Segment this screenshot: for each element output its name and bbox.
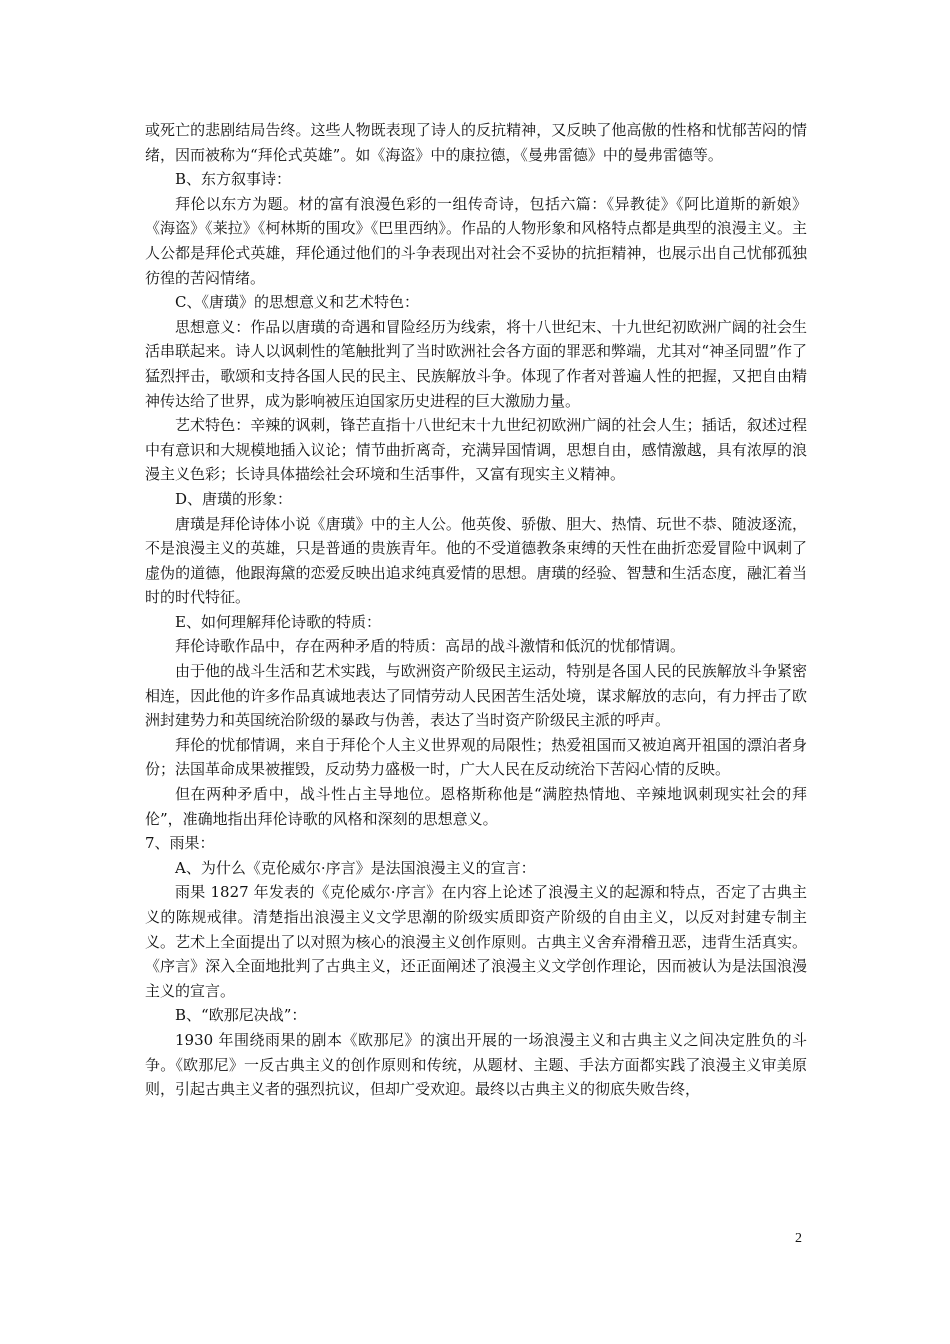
paragraph-10: 拜伦诗歌作品中，存在两种矛盾的特质：高昂的战斗激情和低沉的忧郁情调。 — [175, 637, 686, 656]
paragraph-3: 拜伦以东方为题。材的富有浪漫色彩的一组传奇诗，包括六篇：《异教徒》《阿比道斯的新娘》《海盗》《莱拉》《柯林斯的围攻》《巴里西纳》。作品的人物形象和风格特点都是典型的浪漫主义。主人公都是拜伦式英雄，拜伦通过他们的斗争表现出对社会不妥协的抗拒精神，也展示出自己忧郁孤独彷徨的苦闷情绪。 — [145, 194, 807, 287]
paragraph-5: 思想意义：作品以唐璜的奇遇和冒险经历为线索，将十八世纪末、十九世纪初欧洲广阔的社会生活串联起来。诗人以讽刺性的笔触批判了当时欧洲社会各方面的罪恶和弊端，尤其对“神圣同盟”作了猛烈抨击，歌颂和支持各国人民的民主、民族解放斗争。体现了作者对普遍人性的把握，又把自由精神传达给了世界，成为影响被压迫国家历史进程的巨大激励力量。 — [145, 317, 807, 410]
heading-d-don-juan-image: D、唐璜的形象： — [175, 489, 293, 508]
paragraph-18: 1930 年围绕雨果的剧本《欧那尼》的演出开展的一场浪漫主义和古典主义之间决定胜负的斗争。《欧那尼》一反古典主义的创作原则和传统，从题材、主题、手法方面都实践了浪漫主义审美原则，引起古典主义者的强烈抗议，但却广受欢迎。最终以古典主义的彻底失败告终， — [145, 1030, 807, 1099]
paragraph-12: 拜伦的忧郁情调，来自于拜伦个人主义世界观的局限性；热爱祖国而又被迫离开祖国的漂泊者身份；法国革命成果被摧毁，反动势力盛极一时，广大人民在反动统治下苦闷心情的反映。 — [145, 735, 807, 779]
page-number: 2 — [795, 1231, 802, 1246]
section-heading-hugo: 7、雨果： — [145, 834, 215, 853]
paragraph-11: 由于他的战斗生活和艺术实践，与欧洲资产阶级民主运动，特别是各国人民的民族解放斗争紧密相连，因此他的许多作品真诚地表达了同情劳动人民困苦生活处境，谋求解放的志向，有力抨击了欧洲封建势力和英国统治阶级的暴政与伪善，表达了当时资产阶级民主派的呼声。 — [145, 662, 807, 730]
paragraph-16: 雨果 1827 年发表的《克伦威尔·序言》在内容上论述了浪漫主义的起源和特点，否定了古典主义的陈规戒律。清楚指出浪漫主义文学思潮的阶级实质即资产阶级的自由主义，以反对封建专制主义。艺术上全面提出了以对照为核心的浪漫主义创作原则。古典主义舍弃滑稽丑恶，违背生活真实。《序言》深入全面地批判了古典主义，还正面阐述了浪漫主义文学创作理论，因而被认为是法国浪漫主义的宣言。 — [145, 883, 807, 1000]
heading-c-don-juan: C、《唐璜》的思想意义和艺术特色： — [175, 293, 419, 312]
heading-b-hernani-battle: B、“欧那尼决战”： — [175, 1006, 307, 1025]
paragraph-13: 但在两种矛盾中，战斗性占主导地位。恩格斯称他是“满腔热情地、辛辣地讽刺现实社会的拜伦”，准确地指出拜伦诗歌的风格和深刻的思想意义。 — [145, 785, 807, 828]
heading-b-oriental-narrative-poems: B、东方叙事诗： — [175, 170, 292, 189]
heading-a-cromwell-preface: A、为什么《克伦威尔·序言》是法国浪漫主义的宣言： — [175, 858, 536, 877]
paragraph-6: 艺术特色：辛辣的讽刺，锋芒直指十八世纪末十九世纪初欧洲广阔的社会人生；插话，叙述过程中有意识和大规模地插入议论；情节曲折离奇，充满异国情调，思想自由，感情激越，具有浓厚的浪漫主义色彩；长诗具体描绘社会环境和生活事件，又富有现实主义精神。 — [145, 416, 807, 484]
paragraph-8: 唐璜是拜伦诗体小说《唐璜》中的主人公。他英俊、骄傲、胆大、热情、玩世不恭、随波逐流，不是浪漫主义的英雄，只是普通的贵族青年。他的不受道德教条束缚的天性在曲折恋爱冒险中讽刺了虚伪的道德，他跟海黛的恋爱反映出追求纯真爱情的思想。唐璜的经验、智慧和生活态度，融汇着当时的时代特征。 — [145, 514, 807, 607]
paragraph-1: 或死亡的悲剧结局告终。这些人物既表现了诗人的反抗精神，又反映了他高傲的性格和忧郁苦闷的情绪，因而被称为“拜伦式英雄”。如《海盗》中的康拉德，《曼弗雷德》中的曼弗雷德等。 — [145, 121, 807, 164]
heading-e-byron-poetry: E、如何理解拜伦诗歌的特质： — [175, 612, 381, 631]
document-body — [145, 118, 807, 1102]
